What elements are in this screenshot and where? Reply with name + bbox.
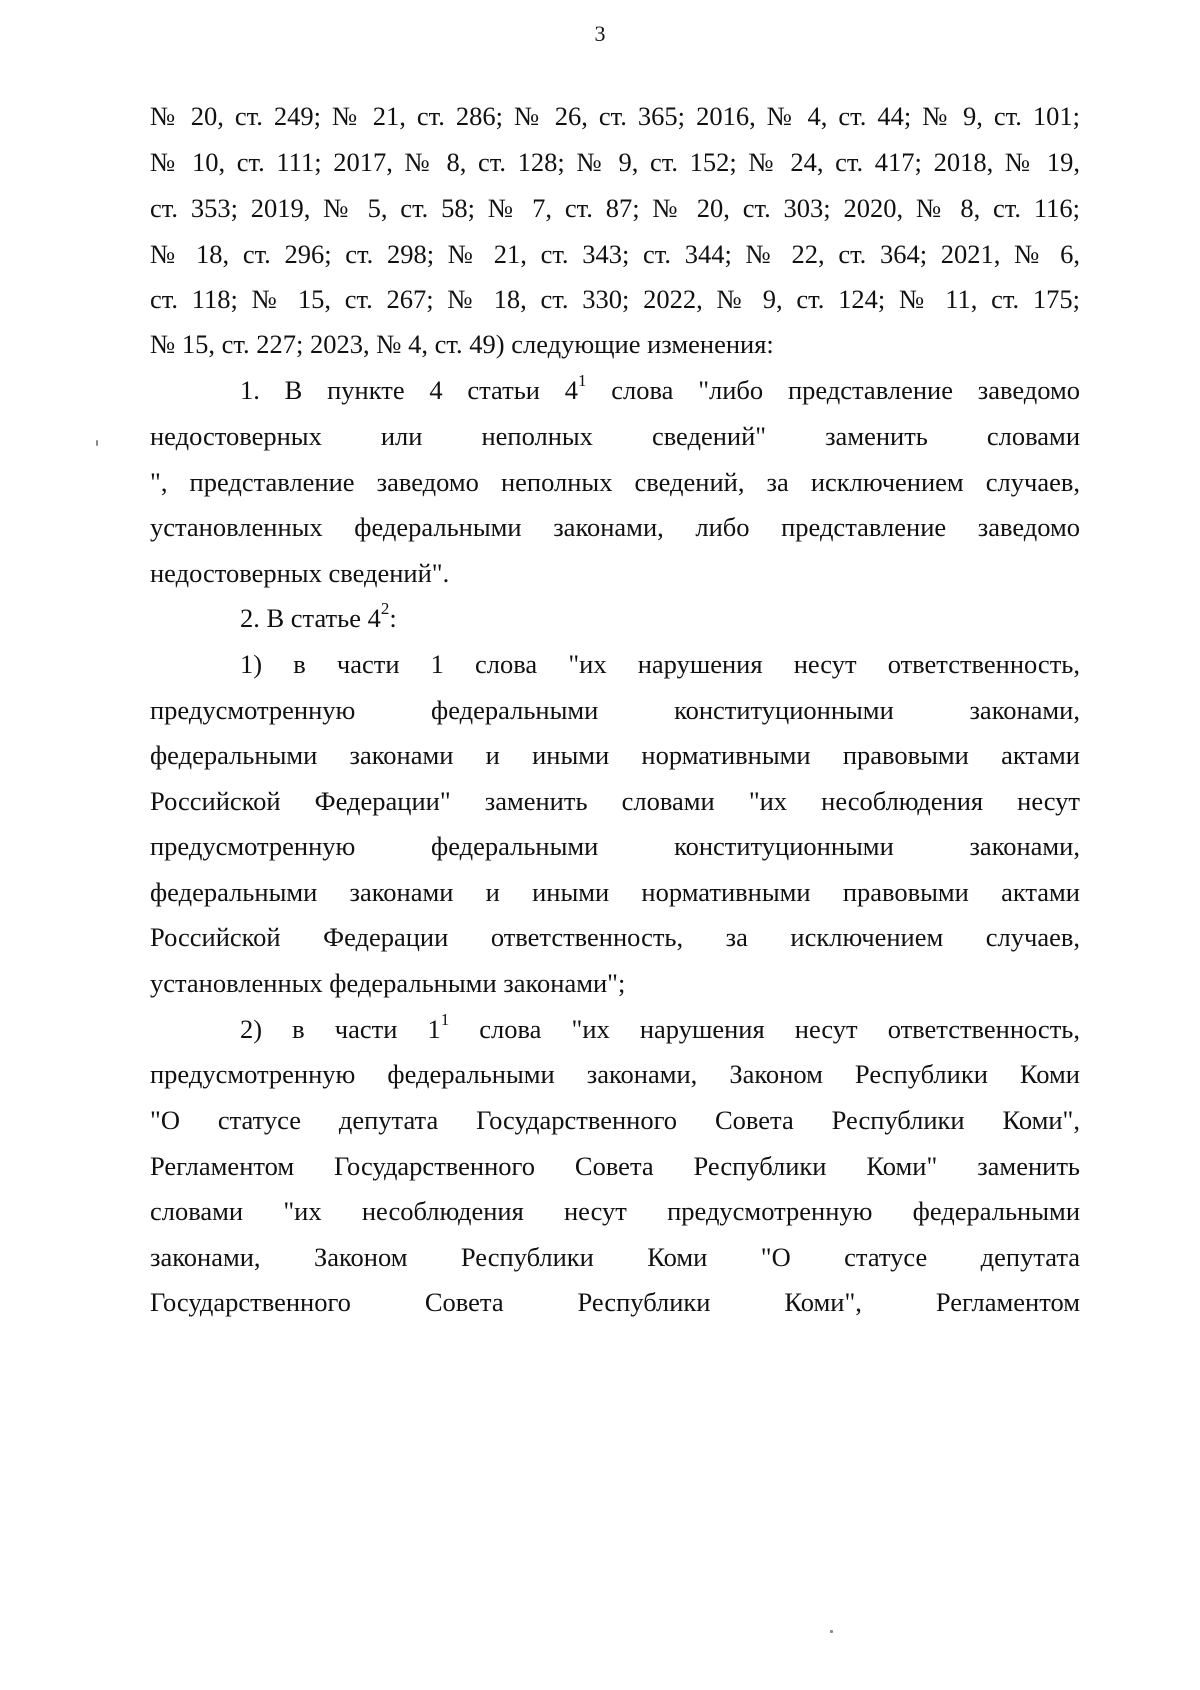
text-line: № 10, ст. 111; 2017, № 8, ст. 128; № 9, ст. 152; № 24, ст. 417; 2018, № 19, bbox=[150, 147, 1080, 177]
text-line: № 18, ст. 296; ст. 298; № 21, ст. 343; ст. 344; № 22, ст. 364; 2021, № 6, bbox=[150, 239, 1080, 269]
scan-speck bbox=[96, 440, 98, 446]
paragraph-2-heading bbox=[240, 600, 1080, 636]
text-line: установленных федеральными законами, либо представление заведомо bbox=[150, 512, 1080, 542]
text-line: Государственного Совета Республики Коми", Регламентом bbox=[150, 1287, 1080, 1317]
superscript: 1 bbox=[440, 1010, 450, 1030]
text-line: ст. 118; № 15, ст. 267; № 18, ст. 330; 2022, № 9, ст. 124; № 11, ст. 175; bbox=[150, 284, 1080, 314]
text-line: ст. 353; 2019, № 5, ст. 58; № 7, ст. 87; № 20, ст. 303; 2020, № 8, ст. 116; bbox=[150, 193, 1080, 223]
paragraph-1-first-line bbox=[240, 372, 1080, 408]
text-line: словами "их несоблюдения несут предусмотренную федеральными bbox=[150, 1196, 1080, 1226]
text-line: предусмотренную федеральными конституционными законами, bbox=[150, 831, 1080, 861]
text-line: предусмотренную федеральными законами, Законом Республики Коми bbox=[150, 1059, 1080, 1089]
subparagraph-2-first-line bbox=[240, 1011, 1080, 1047]
scan-speck bbox=[830, 1630, 833, 1633]
superscript: 2 bbox=[380, 599, 390, 619]
text-line: № 20, ст. 249; № 21, ст. 286; № 26, ст. 365; 2016, № 4, ст. 44; № 9, ст. 101; bbox=[150, 101, 1080, 131]
text-line: "О статусе депутата Государственного Совета Республики Коми", bbox=[150, 1105, 1080, 1135]
text-line: Российской Федерации" заменить словами "их несоблюдения несут bbox=[150, 786, 1080, 816]
text-fragment: слова "их нарушения несут ответственность, bbox=[449, 1014, 1080, 1044]
text-fragment: 1. В пункте 4 статьи 4 bbox=[240, 375, 578, 405]
text-line: федеральными законами и иными нормативными правовыми актами bbox=[150, 740, 1080, 770]
text-line: ", представление заведомо неполных сведений, за исключением случаев, bbox=[150, 467, 1080, 497]
superscript: 1 bbox=[578, 371, 587, 391]
text-line: 1) в части 1 слова "их нарушения несут ответственность, bbox=[240, 649, 1080, 679]
text-line: недостоверных или неполных сведений" заменить словами bbox=[150, 421, 1080, 451]
text-line: установленных федеральными законами"; bbox=[150, 968, 626, 998]
text-line: законами, Законом Республики Коми "О статусе депутата bbox=[150, 1242, 1080, 1272]
text-line: предусмотренную федеральными конституционными законами, bbox=[150, 695, 1080, 725]
text-fragment: слова "либо представление заведомо bbox=[586, 375, 1080, 405]
page-number: 3 bbox=[594, 21, 606, 46]
text-fragment: 2) в части 1 bbox=[240, 1014, 441, 1044]
text-line: Регламентом Государственного Совета Республики Коми" заменить bbox=[150, 1151, 1080, 1181]
text-fragment: : bbox=[389, 603, 397, 633]
text-line: недостоверных сведений". bbox=[150, 558, 450, 588]
text-line: Российской Федерации ответственность, за исключением случаев, bbox=[150, 922, 1080, 952]
text-line: федеральными законами и иными нормативными правовыми актами bbox=[150, 877, 1080, 907]
text-fragment: 2. В статье 4 bbox=[240, 603, 381, 633]
text-line: № 15, ст. 227; 2023, № 4, ст. 49) следующие изменения: bbox=[150, 329, 774, 359]
